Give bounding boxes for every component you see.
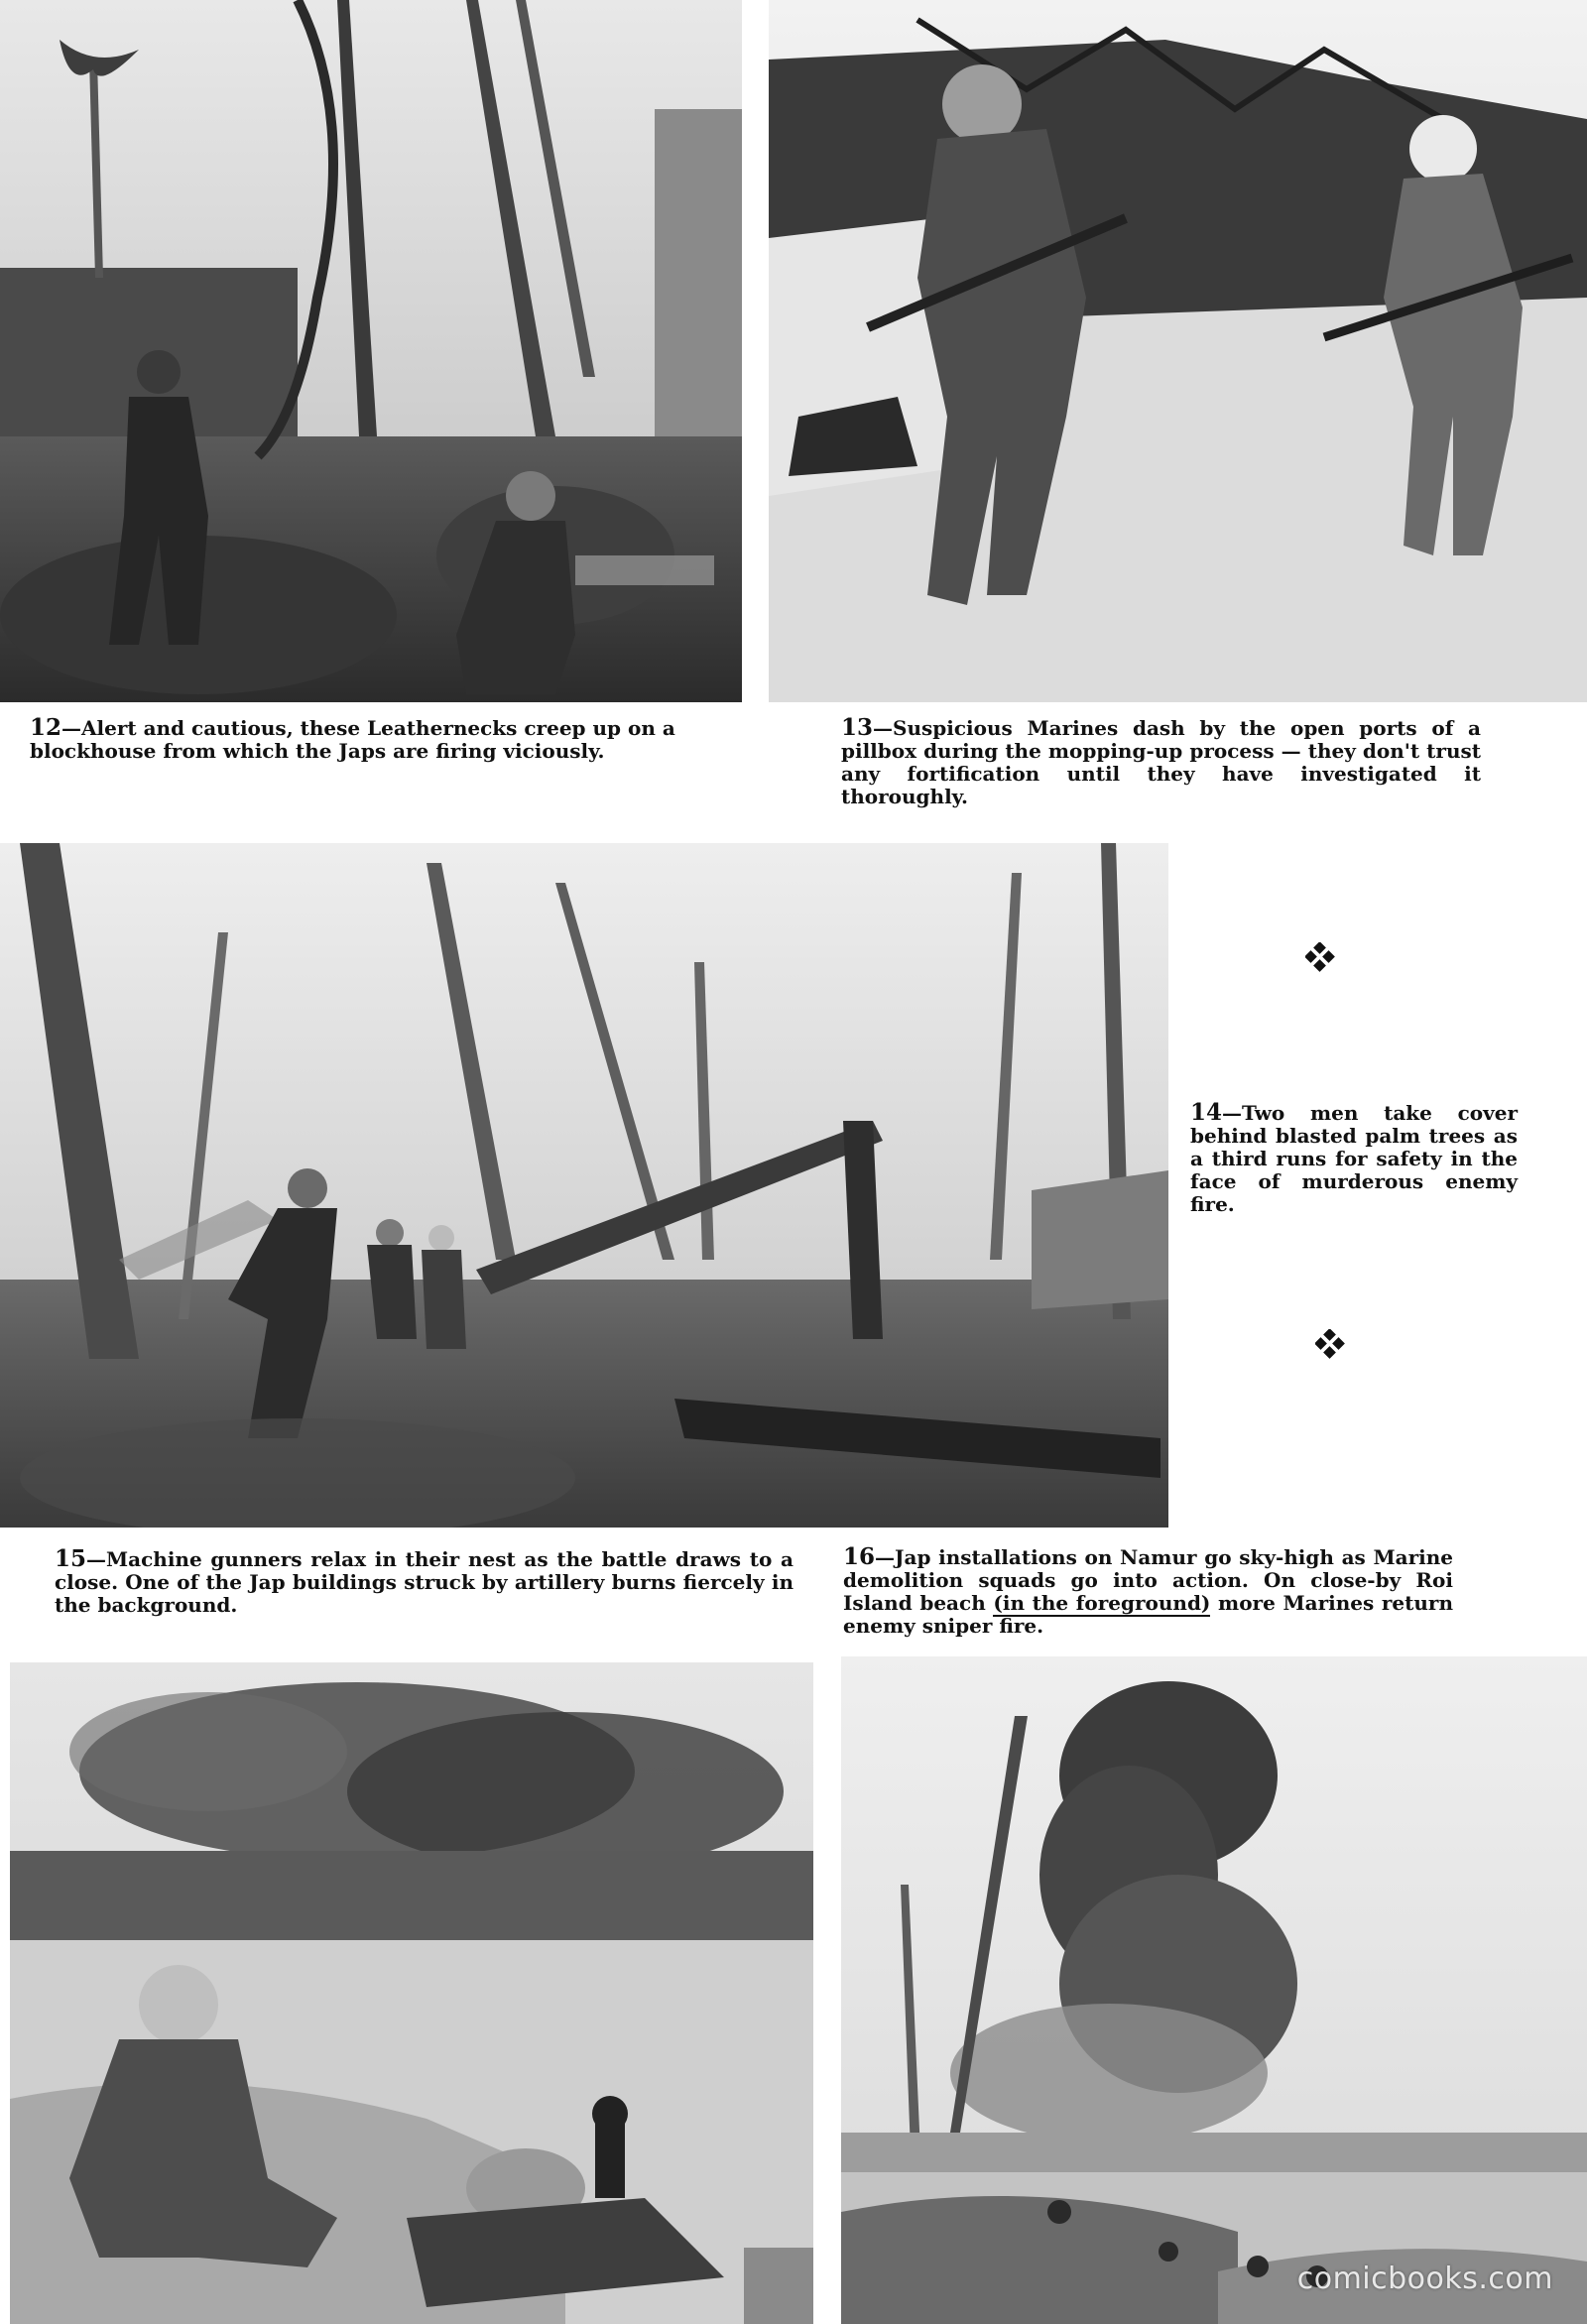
photo-12-blockhouse xyxy=(0,0,742,702)
photo-14-image xyxy=(0,843,1168,1528)
caption-16-text-underlined: (in the foreground) xyxy=(993,1591,1211,1615)
caption-16-text-before: —Jap installations on Namur go sky-high as Marine demolition squads go into action. On close-by Roi Island beach xyxy=(843,1545,1453,1615)
photo-16-image xyxy=(841,1656,1587,2324)
caption-13 xyxy=(841,716,1481,808)
caption-16-text-after: more Marines return enemy sniper fire. xyxy=(843,1591,1453,1638)
caption-12-number: 12 xyxy=(30,714,62,741)
photo-16-explosion xyxy=(841,1656,1587,2324)
photo-14-palm-trees xyxy=(0,843,1168,1528)
caption-15-number: 15 xyxy=(55,1545,87,1572)
caption-14 xyxy=(1190,1101,1518,1216)
caption-16 xyxy=(843,1545,1453,1638)
diamond-ornament-icon xyxy=(1315,1329,1345,1359)
photo-15-machine-gunners xyxy=(10,1662,813,2324)
photo-12-image xyxy=(0,0,742,702)
caption-13-text: —Suspicious Marines dash by the open ports of a pillbox during the mopping-up process — they don't trust any fortification until they have investigated it thoroughly. xyxy=(841,716,1481,808)
photo-13-image xyxy=(769,0,1587,702)
diamond-ornament-icon xyxy=(1305,942,1335,972)
photo-13-pillbox xyxy=(769,0,1587,702)
caption-15-text: —Machine gunners relax in their nest as the battle draws to a close. One of the Jap buildings struck by artillery burns fiercely in the background. xyxy=(55,1547,794,1617)
caption-12-text: —Alert and cautious, these Leathernecks creep up on a blockhouse from which the Japs are firing viciously. xyxy=(30,716,675,763)
caption-14-text: —Two men take cover behind blasted palm trees as a third runs for safety in the face of murderous enemy fire. xyxy=(1190,1101,1518,1216)
photo-15-image xyxy=(10,1662,813,2324)
watermark: comicbooks.com xyxy=(1296,2262,1553,2296)
caption-16-number: 16 xyxy=(843,1543,876,1570)
caption-15 xyxy=(55,1547,794,1617)
caption-14-number: 14 xyxy=(1190,1099,1223,1126)
caption-12 xyxy=(30,716,714,763)
caption-13-number: 13 xyxy=(841,714,874,741)
